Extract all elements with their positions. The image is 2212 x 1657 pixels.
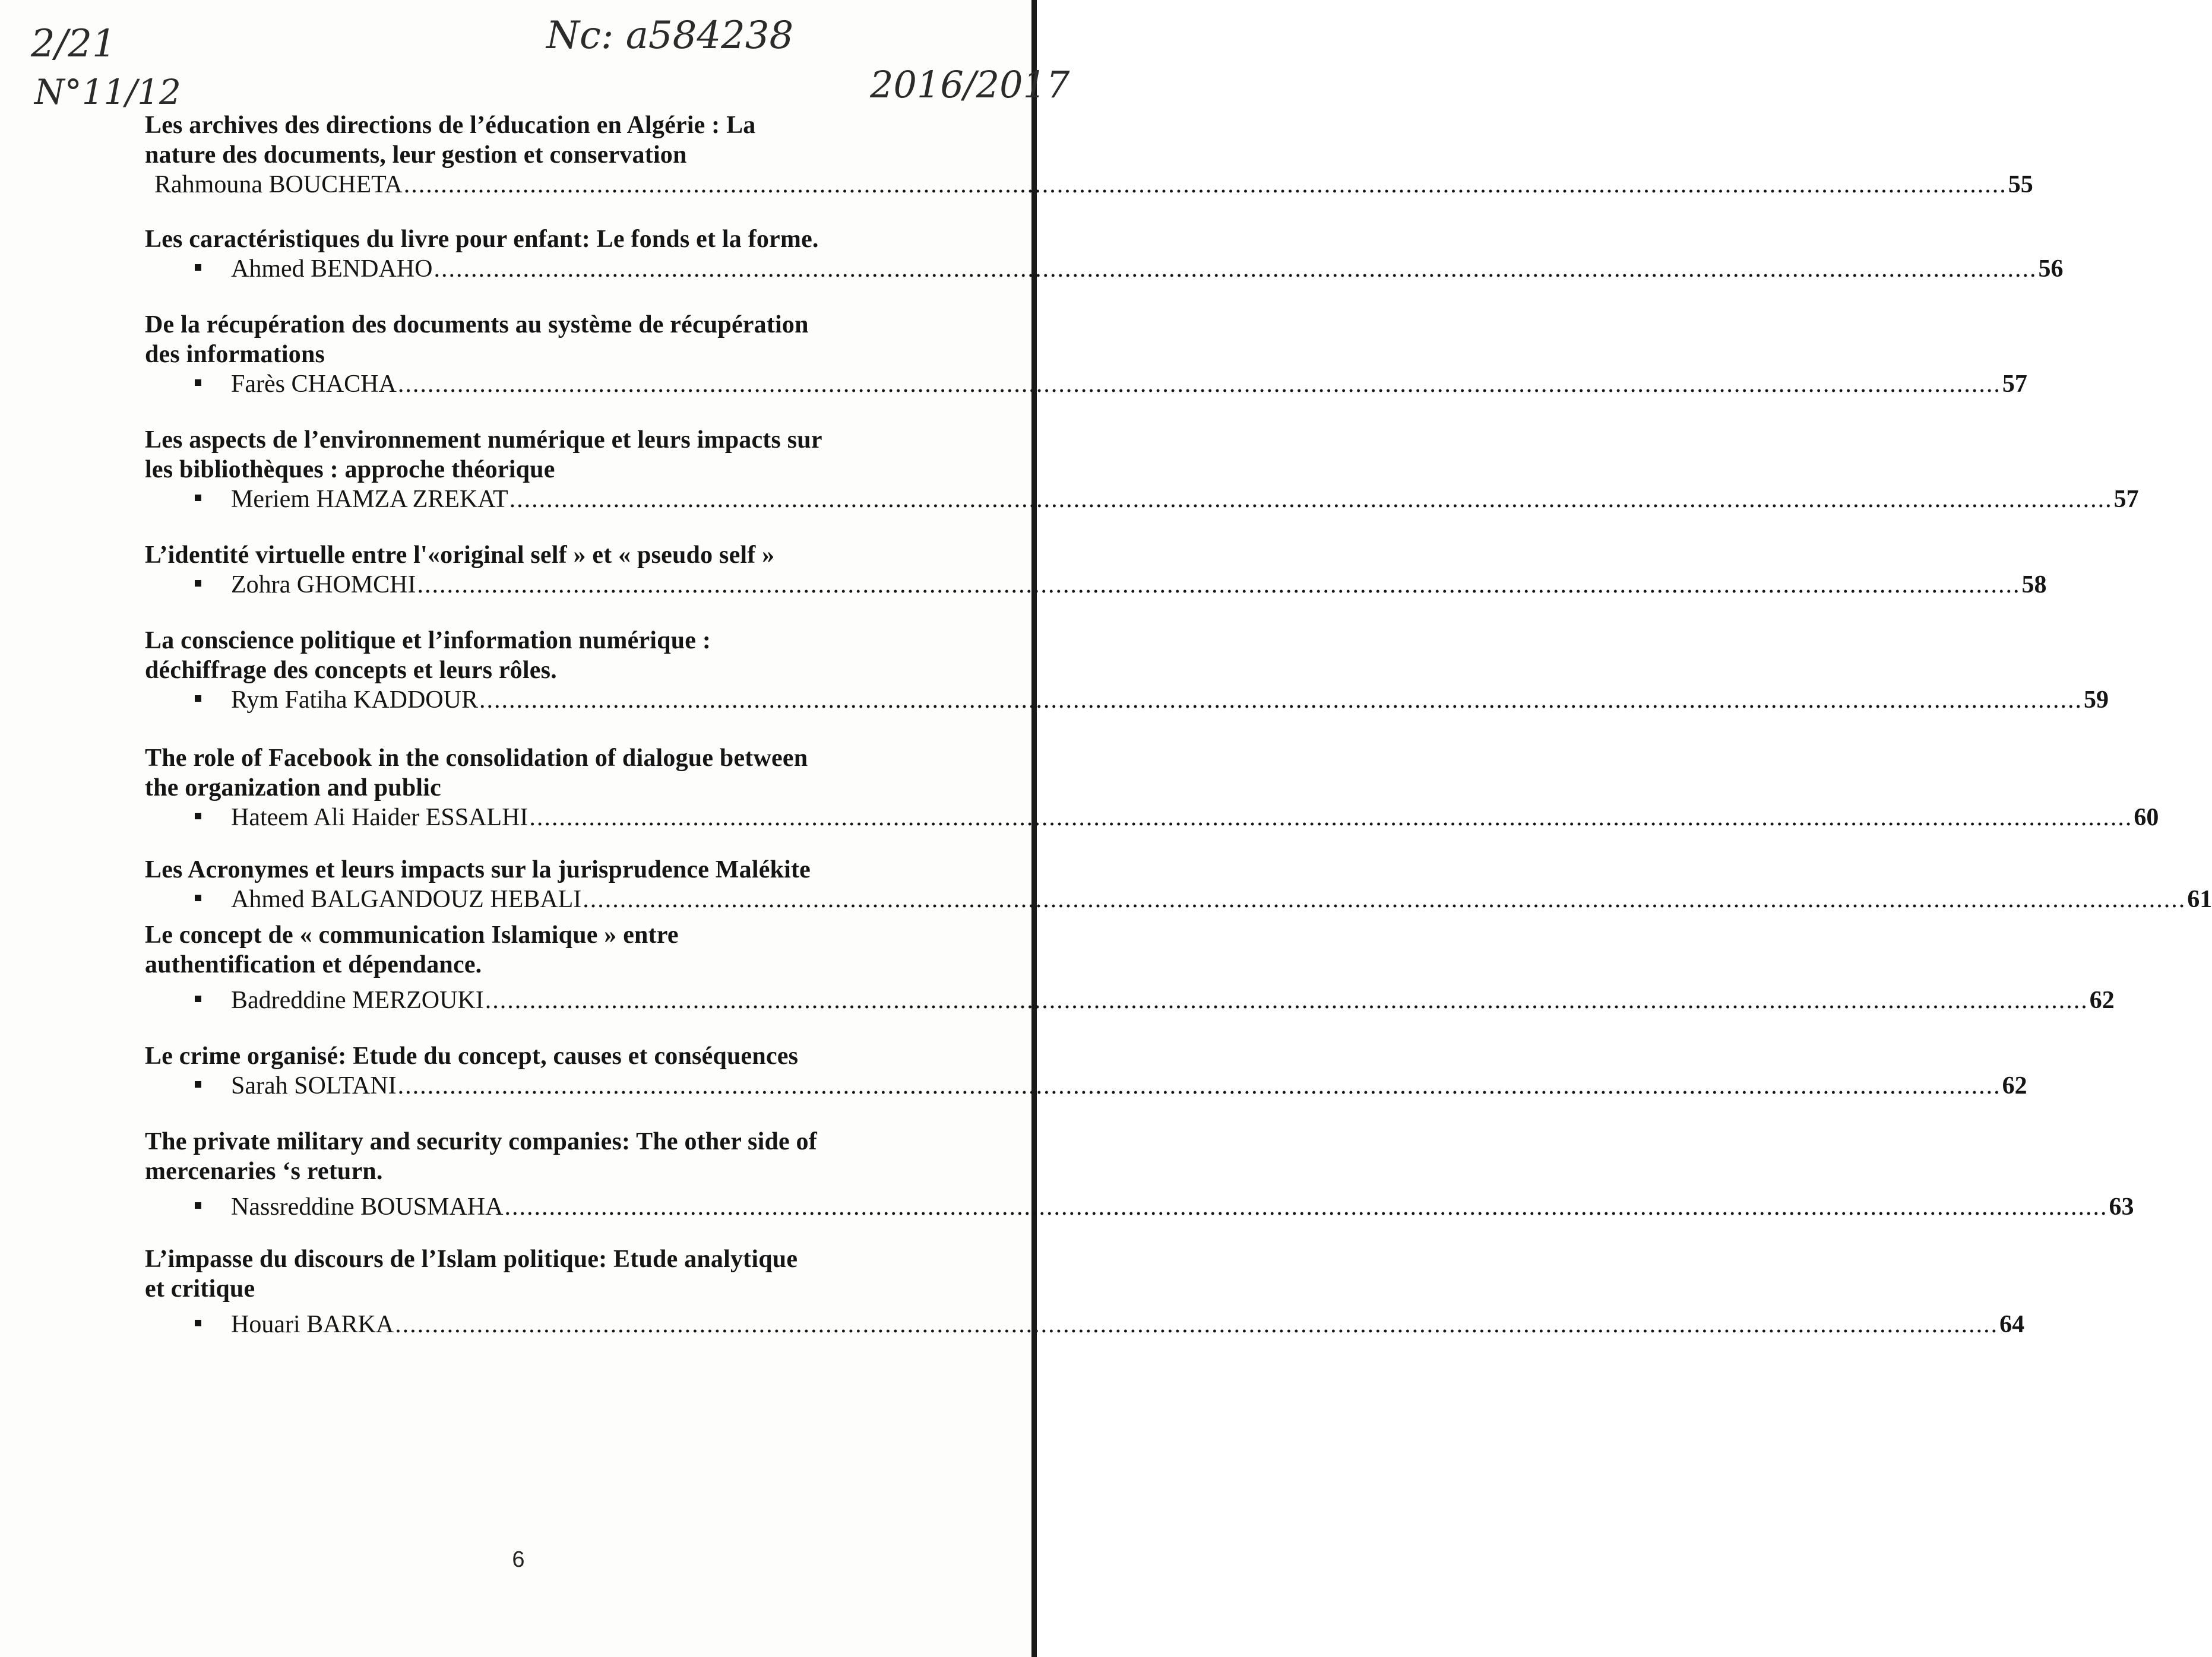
entry-author: Badreddine MERZOUKI: [231, 987, 484, 1014]
entry-title-line: The role of Facebook in the consolidation of dialogue between: [145, 744, 808, 772]
entry-author: Zohra GHOMCHI: [231, 571, 416, 598]
entry-title-line: les bibliothèques : approche théorique: [145, 456, 555, 483]
entry-author: Farès CHACHA: [231, 370, 397, 398]
entry-author: Meriem HAMZA ZREKAT: [231, 486, 508, 513]
toc-entry: [145, 855, 2212, 914]
handwritten-year: 2016/2017: [870, 63, 1070, 106]
dot-leader: [485, 986, 2088, 1015]
entry-author-line: [145, 885, 2212, 914]
entry-page-number: 59: [2083, 686, 2109, 714]
toc-entry: [145, 110, 2033, 199]
entry-title-line: De la récupération des documents au système de récupération: [145, 311, 809, 338]
entry-page-number: 62: [2089, 987, 2115, 1014]
toc-entry: [145, 310, 2027, 399]
dot-leader: [510, 484, 2113, 514]
entry-title-line: authentification et dépendance.: [145, 951, 482, 978]
handwritten-issue-number: N°11/12: [34, 72, 181, 112]
toc-entry: [145, 425, 2139, 514]
entry-author-line: [154, 170, 2033, 199]
entry-title-line: Les caractéristiques du livre pour enfant: Le fonds et la forme.: [145, 226, 819, 253]
entry-page-number: 63: [2109, 1193, 2134, 1221]
entry-page-number: 57: [2113, 486, 2139, 513]
bullet-icon: [195, 895, 201, 901]
entry-author-line: [145, 1192, 2134, 1222]
toc-entry: [145, 920, 2115, 1015]
entry-page-number: 55: [2008, 171, 2033, 198]
entry-title-line: Les Acronymes et leurs impacts sur la jurisprudence Malékite: [145, 856, 811, 883]
page-number: 6: [512, 1547, 525, 1572]
dot-leader: [479, 685, 2083, 715]
entry-title-line: the organization and public: [145, 774, 441, 801]
entry-page-number: 64: [1999, 1311, 2025, 1338]
entry-page-number: 62: [2002, 1072, 2027, 1100]
bullet-icon: [195, 813, 201, 819]
dot-leader: [404, 170, 2007, 199]
handwritten-fraction: 2/21: [31, 22, 116, 66]
entry-author-line: [145, 254, 2064, 284]
bullet-icon: [195, 996, 201, 1002]
toc-entry: [145, 626, 2109, 715]
entry-author-line: [145, 1071, 2027, 1101]
bullet-icon: [195, 379, 201, 386]
entry-title-line: Les archives des directions de l’éducation en Algérie : La: [145, 112, 756, 139]
entry-page-number: 57: [2002, 370, 2027, 398]
dot-leader: [417, 570, 2020, 600]
entry-author: Ahmed BALGANDOUZ HEBALI: [231, 886, 582, 913]
dot-leader: [433, 254, 2037, 284]
entry-title-line: des informations: [145, 341, 325, 368]
bullet-icon: [195, 495, 201, 501]
entry-author: Rahmouna BOUCHETA: [154, 171, 403, 198]
entry-page-number: 58: [2021, 571, 2047, 598]
entry-author: Rym Fatiha KADDOUR: [231, 686, 478, 714]
toc-entry: [145, 1127, 2134, 1222]
entry-page-number: 61: [2187, 886, 2212, 913]
bullet-icon: [195, 1320, 201, 1326]
dot-leader: [398, 369, 2001, 399]
dot-leader: [583, 885, 2186, 914]
toc-entry: [145, 224, 2064, 284]
bullet-icon: [195, 1202, 201, 1209]
entry-title-line: mercenaries ‘s return.: [145, 1158, 383, 1185]
entry-page-number: 60: [2134, 804, 2159, 831]
entry-title-line: L’impasse du discours de l’Islam politique: Etude analytique: [145, 1246, 798, 1273]
dot-leader: [529, 803, 2132, 832]
entry-author: Ahmed BENDAHO: [231, 255, 433, 283]
entry-title-line: nature des documents, leur gestion et conservation: [145, 141, 687, 169]
bullet-icon: [195, 695, 201, 702]
bullet-icon: [195, 264, 201, 271]
entry-author-line: [145, 570, 2047, 600]
entry-author-line: [145, 803, 2159, 832]
dot-leader: [395, 1310, 1998, 1339]
entry-author-line: [145, 1310, 2025, 1339]
entry-author: Nassreddine BOUSMAHA: [231, 1193, 504, 1221]
toc-entry: [145, 540, 2047, 600]
entry-title-line: Les aspects de l’environnement numérique et leurs impacts sur: [145, 426, 822, 454]
dot-leader: [398, 1071, 2001, 1101]
toc-entry: [145, 1244, 2025, 1339]
toc-entry: [145, 743, 2159, 832]
entry-author: Hateem Ali Haider ESSALHI: [231, 804, 529, 831]
entry-author-line: [145, 484, 2139, 514]
bullet-icon: [195, 580, 201, 587]
handwritten-catalog-code: Nc: a584238: [546, 14, 794, 58]
entry-title-line: La conscience politique et l’information numérique :: [145, 627, 711, 654]
entry-author-line: [145, 986, 2115, 1015]
entry-author: Sarah SOLTANI: [231, 1072, 397, 1100]
entry-author-line: [145, 685, 2109, 715]
table-of-contents: [145, 110, 2212, 1339]
entry-title-line: Le crime organisé: Etude du concept, causes et conséquences: [145, 1043, 799, 1070]
entry-author: Houari BARKA: [231, 1311, 394, 1338]
bullet-icon: [195, 1081, 201, 1088]
toc-entry: [145, 1041, 2027, 1101]
dot-leader: [504, 1192, 2107, 1222]
entry-title-line: et critique: [145, 1275, 255, 1303]
entry-title-line: L’identité virtuelle entre l'«original self » et « pseudo self »: [145, 541, 775, 569]
entry-title-line: The private military and security companies: The other side of: [145, 1128, 817, 1155]
entry-title-line: déchiffrage des concepts et leurs rôles.: [145, 657, 557, 684]
entry-author-line: [145, 369, 2027, 399]
entry-title-line: Le concept de « communication Islamique » entre: [145, 921, 679, 949]
entry-page-number: 56: [2038, 255, 2064, 283]
